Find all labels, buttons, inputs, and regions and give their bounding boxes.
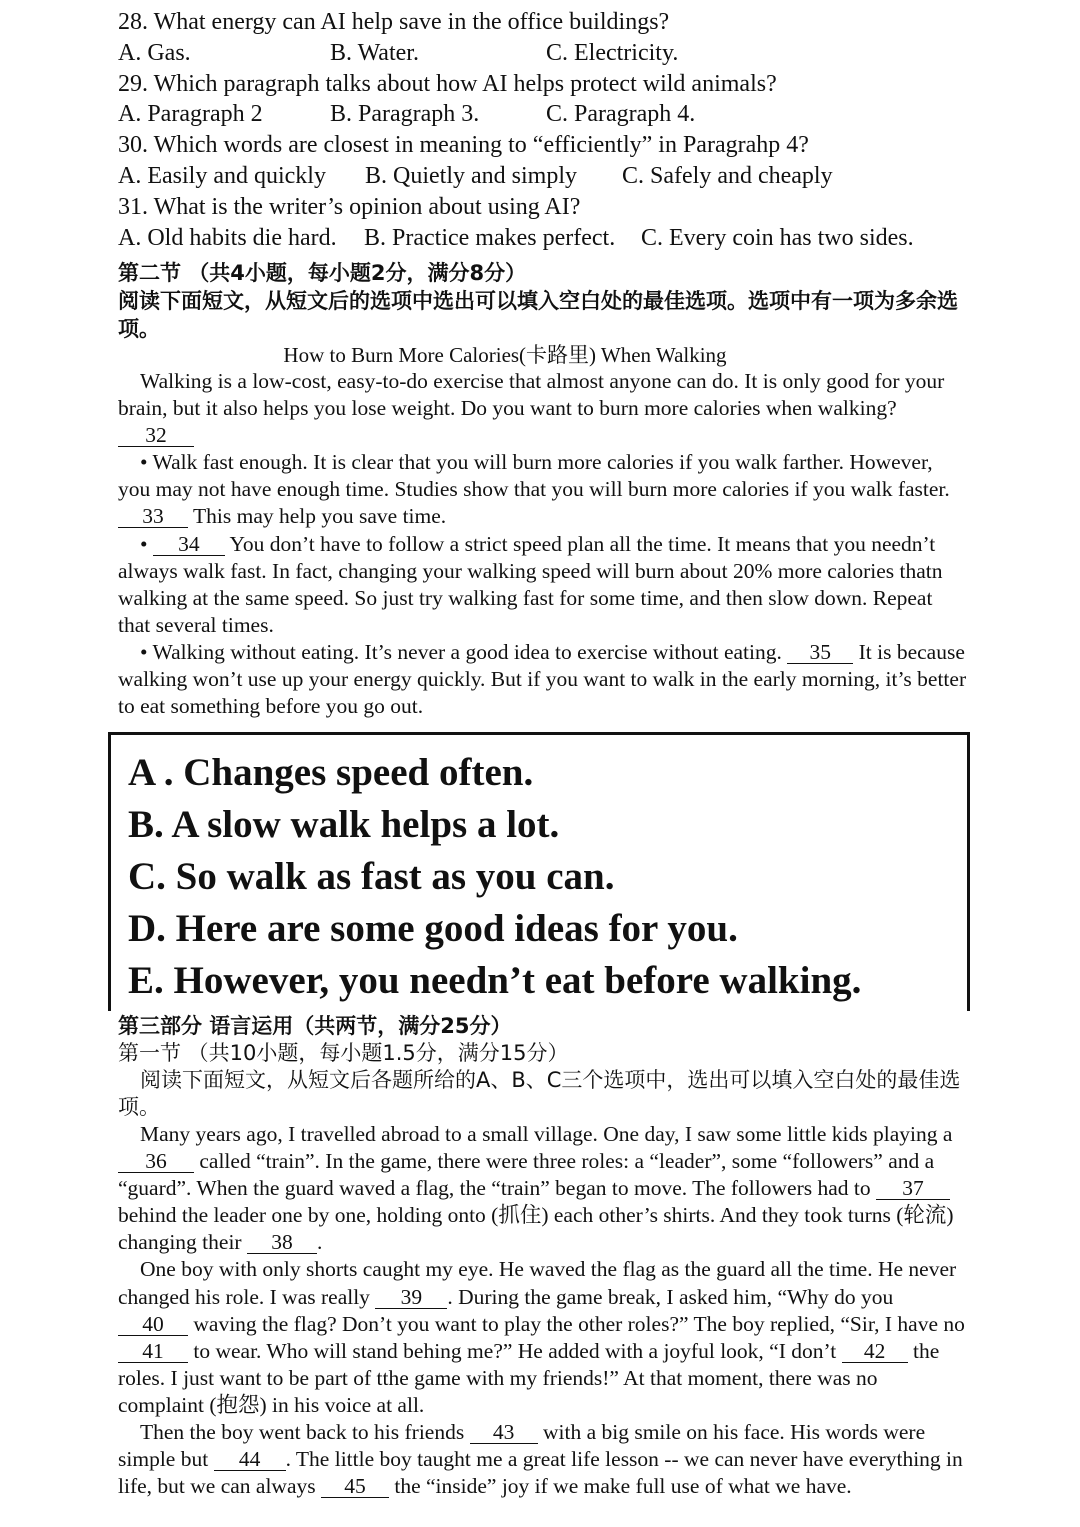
blank-35: 35 [787, 641, 853, 664]
question-28-option-a: A. Gas. [118, 39, 191, 66]
cloze-text: . During the game break, I asked him, “Why do you [447, 1284, 894, 1309]
part-3-heading: 第三部分 语言运用（共两节，满分25分） [118, 1014, 512, 1038]
question-block [118, 7, 998, 253]
cloze-text: waving the flag? Don’t you want to play the other roles?” The boy replied, “Sir, I have no [193, 1311, 965, 1336]
option-a: A . Changes speed often. [128, 751, 534, 794]
cloze-text: Many years ago, I travelled abroad to a small village. One day, I saw some little kids playing a [140, 1122, 953, 1146]
part-3 [118, 1013, 968, 1500]
question-30-options [118, 161, 998, 192]
option-c: C. So walk as fast as you can. [128, 855, 615, 898]
article-paragraph-2 [118, 449, 968, 530]
article-text: Walking is a low-cost, easy-to-do exercise that almost anyone can do. It is only good for your brain, but it also helps you lose weight. Do you want to burn more calories when walking? [118, 369, 945, 421]
article-text: You don’t have to follow a strict speed plan all the time. It means that you needn’t always walk fast. In fact, changing your walking speed will burn about 20% more calories thatn walking at the same speed. So just try walking fast for some time, and then slow down. Repeat that several times. [118, 531, 943, 637]
question-30-option-c: C. Safely and cheaply [622, 162, 833, 189]
cloze-text: the roles. I just want to be part of tthe game with my friends!” At that moment, there was no complaint (抱怨) in his voice at all. [118, 1338, 940, 1417]
blank-45: 45 [321, 1475, 389, 1498]
question-29-option-a: A. Paragraph 2 [118, 101, 263, 128]
cloze-passage [118, 1121, 968, 1500]
question-30-option-b: B. Quietly and simply [365, 162, 577, 189]
question-29-option-b: B. Paragraph 3. [330, 101, 480, 128]
question-28-stem: 28. What energy can AI help save in the office buildings? [118, 9, 670, 35]
cloze-text: to wear. Who will stand behing me?” He added with a joyful look, “I don’t [193, 1338, 837, 1363]
cloze-text: . The little boy taught me a great life lesson -- we can never have everything in life, but we can always [118, 1447, 963, 1499]
article-paragraph-4 [118, 639, 968, 720]
question-30-stem: 30. Which words are closest in meaning to “efficiently” in Paragrahp 4? [118, 132, 809, 159]
article-text: • Walking without eating. It’s never a good idea to exercise without eating. [140, 639, 782, 664]
cloze-text: behind the leader one by one, holding onto (抓住) each other’s shirts. And they took turns (轮流) changing their [118, 1203, 954, 1255]
question-31-stem: 31. What is the writer’s opinion about using AI? [118, 193, 581, 220]
blank-34: 34 [153, 533, 225, 556]
option-d: D. Here are some good ideas for you. [128, 907, 738, 950]
question-29-stem: 29. Which paragraph talks about how AI helps protect wild animals? [118, 70, 777, 97]
article-text: This may help you save time. [193, 504, 447, 529]
blank-37: 37 [876, 1177, 950, 1200]
option-e: E. However, you needn’t eat before walking. [128, 959, 862, 1002]
blank-42: 42 [842, 1340, 908, 1363]
article-text: • Walk fast enough. It is clear that you will burn more calories if you walk farther. However, you may not have enough time. Studies show that you will burn more calories if you walk faster. [118, 450, 950, 502]
part-3-instruction: 阅读下面短文，从短文后各题所给的A、B、C三个选项中，选出可以填入空白处的最佳选项。 [118, 1068, 961, 1119]
cloze-paragraph-2 [118, 1256, 968, 1419]
cloze-paragraph-1 [118, 1121, 968, 1256]
question-28-options [118, 38, 998, 69]
question-29-options [118, 99, 998, 130]
options-list [128, 747, 861, 1007]
cloze-paragraph-3 [118, 1419, 968, 1500]
question-31-option-a: A. Old habits die hard. [118, 224, 337, 251]
section-2-header [118, 259, 968, 343]
question-29-option-c: C. Paragraph 4. [546, 101, 696, 128]
option-b: B. A slow walk helps a lot. [128, 803, 560, 846]
article-paragraph-3 [118, 531, 968, 639]
blank-41: 41 [118, 1340, 188, 1363]
blank-43: 43 [470, 1421, 538, 1444]
question-31-option-c: C. Every coin has two sides. [641, 224, 914, 251]
article-text: It is because walking won’t use up your energy quickly. But if you want to walk in the early morning, it’s better to eat something before you go out. [118, 639, 967, 719]
blank-40: 40 [118, 1313, 188, 1336]
section-2-instruction: 阅读下面短文，从短文后的选项中选出可以填入空白处的最佳选项。选项中有一项为多余选项。 [118, 289, 958, 341]
blank-39: 39 [375, 1286, 447, 1309]
blank-38: 38 [247, 1231, 317, 1254]
question-28-option-b: B. Water. [330, 39, 419, 66]
blank-33: 33 [118, 505, 188, 528]
question-31-option-b: B. Practice makes perfect. [364, 224, 616, 251]
question-30-option-a: A. Easily and quickly [118, 162, 326, 189]
question-31-options [118, 223, 998, 254]
cloze-text: . [316, 1230, 323, 1255]
article-body [118, 368, 968, 720]
question-28-option-c: C. Electricity. [546, 39, 679, 66]
article-paragraph-1 [118, 368, 968, 449]
cloze-text: the “inside” joy if we make full use of what we have. [394, 1474, 852, 1499]
bullet-icon: • [140, 531, 148, 556]
section-2-heading: 第二节 （共4小题，每小题2分，满分8分） [118, 261, 527, 285]
article-title: How to Burn More Calories(卡路里) When Walking [283, 343, 727, 367]
blank-32: 32 [118, 424, 194, 447]
part-3-section-1: 第一节 （共10小题，每小题1.5分，满分15分） [118, 1041, 569, 1065]
cloze-text: called “train”. In the game, there were three roles: a “leader”, some “followers” and a “guard”. When the guard waved a flag, the “train” began to move. The followers had to [118, 1149, 935, 1201]
options-box [108, 732, 970, 1011]
cloze-text: Then the boy went back to his friends [140, 1420, 465, 1445]
blank-44: 44 [214, 1448, 286, 1471]
cloze-text: with a big smile on his face. His words were simple but [118, 1420, 926, 1472]
cloze-text: One boy with only shorts caught my eye. He waved the flag as the guard all the time. He never changed his role. I was really [118, 1257, 957, 1309]
blank-36: 36 [118, 1150, 194, 1173]
